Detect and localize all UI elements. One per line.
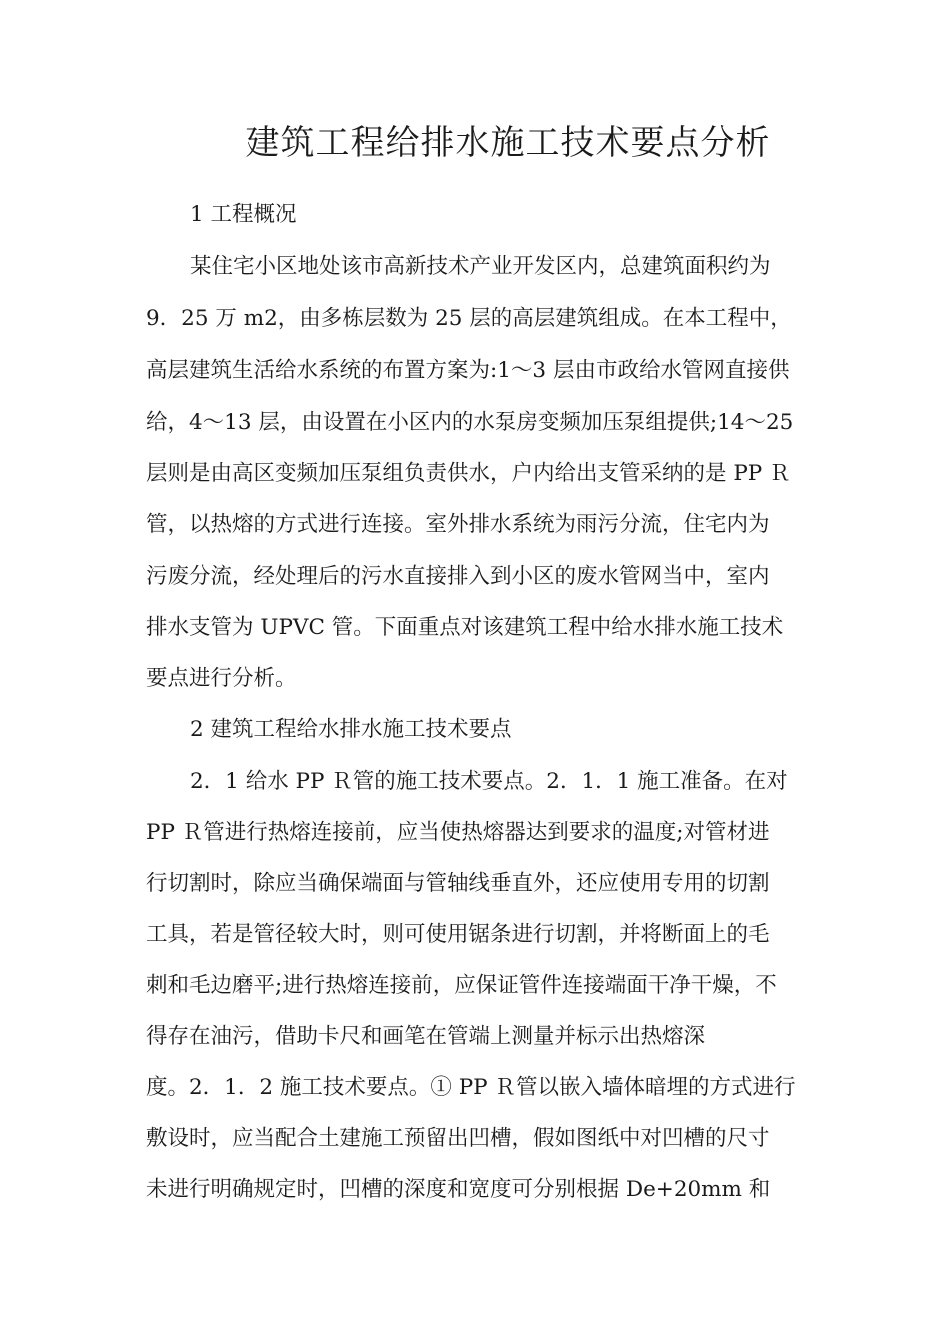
paragraph-line: 工具，若是管径较大时，则可使用锯条进行切割，并将断面上的毛: [146, 922, 770, 947]
paragraph-line: PP Ｒ管进行热熔连接前，应当使热熔器达到要求的温度;对管材进: [146, 820, 770, 845]
paragraph-line: 污废分流，经处理后的污水直接排入到小区的废水管网当中，室内: [146, 564, 770, 589]
document-title: 建筑工程给排水施工技术要点分析: [245, 123, 771, 163]
heading-section-2: 2 建筑工程给水排水施工技术要点: [190, 717, 512, 742]
paragraph-line: 层则是由高区变频加压泵组负责供水，户内给出支管采纳的是 PP Ｒ: [146, 461, 791, 486]
paragraph-line: 高层建筑生活给水系统的布置方案为:1～3 层由市政给水管网直接供: [146, 358, 790, 383]
paragraph-line: 度。2．1．2 施工技术要点。① PP Ｒ管以嵌入墙体暗埋的方式进行: [146, 1075, 796, 1100]
paragraph-line: 未进行明确规定时，凹槽的深度和宽度可分别根据 De+20mm 和: [146, 1177, 771, 1202]
paragraph-line: 给，4～13 层，由设置在小区内的水泵房变频加压泵组提供;14～25: [146, 410, 794, 435]
paragraph-line: 某住宅小区地处该市高新技术产业开发区内，总建筑面积约为: [190, 254, 771, 279]
paragraph-line: 得存在油污，借助卡尺和画笔在管端上测量并标示出热熔深: [146, 1024, 706, 1049]
paragraph-line: 敷设时，应当配合土建施工预留出凹槽，假如图纸中对凹槽的尺寸: [146, 1126, 770, 1151]
paragraph-line: 排水支管为 UPVC 管。下面重点对该建筑工程中给水排水施工技术: [146, 615, 784, 640]
paragraph-line: 2．1 给水 PP Ｒ管的施工技术要点。2．1．1 施工准备。在对: [190, 769, 788, 794]
paragraph-line: 要点进行分析。: [146, 666, 297, 691]
heading-section-1: 1 工程概况: [190, 202, 297, 227]
paragraph-line: 管，以热熔的方式进行连接。室外排水系统为雨污分流，住宅内为: [146, 512, 770, 537]
paragraph-line: 行切割时，除应当确保端面与管轴线垂直外，还应使用专用的切割: [146, 871, 770, 896]
paragraph-line: 9．25 万 m2，由多栋层数为 25 层的高层建筑组成。在本工程中，: [146, 306, 792, 331]
paragraph-line: 刺和毛边磨平;进行热熔连接前，应保证管件连接端面干净干燥，不: [146, 973, 777, 998]
